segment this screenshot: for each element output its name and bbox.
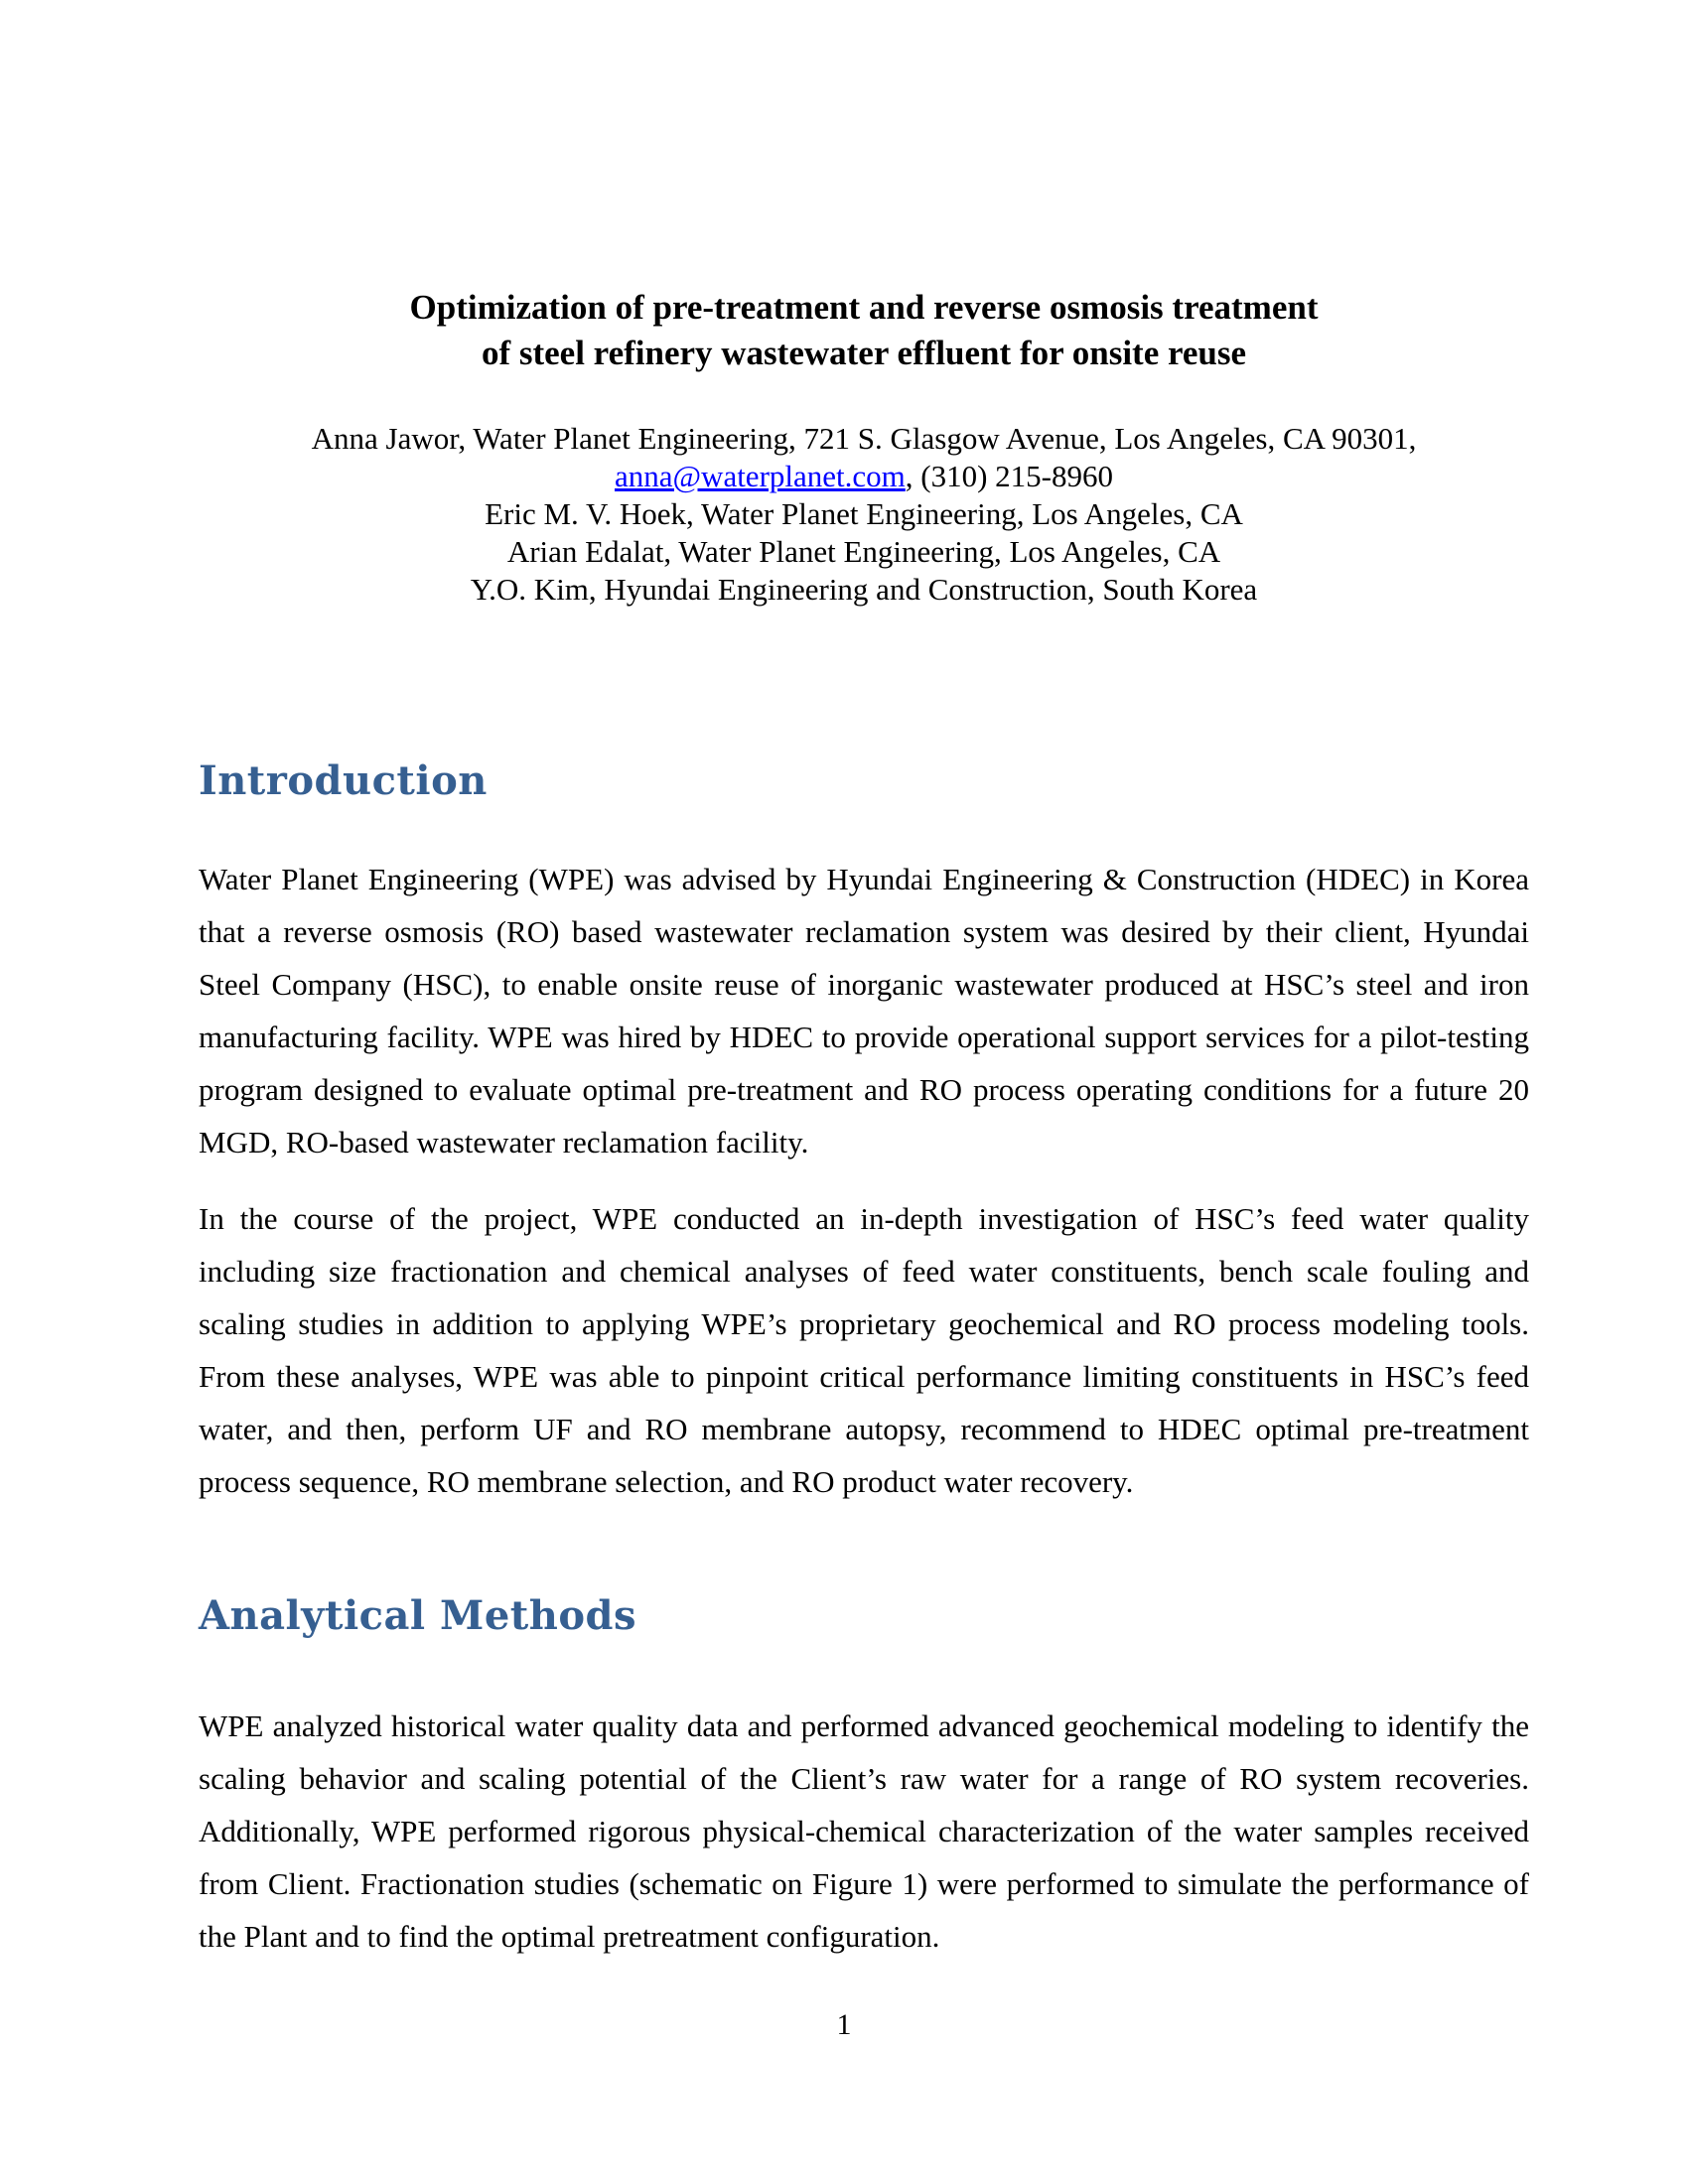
author-contact-line [199,458,1529,495]
page-number: 1 [836,2008,852,2041]
email-link[interactable]: anna@waterplanet.com [614,459,906,493]
author-phone: , (310) 215-8960 [905,459,1113,493]
author-block [199,420,1529,609]
analytical-methods-paragraph-1: WPE analyzed historical water quality data and performed advanced geochemical modeling to identify the scaling behavior and scaling potential of the Client’s raw water for a range of RO system recoveries. Additionally, WPE performed rigorous physical-chemical characterization of the water samples received from Client. Fractionation studies (schematic on Figure 1) were performed to simulate the performance of the Plant and to find the optimal pretreatment configuration. [199,1708,1529,1954]
introduction-paragraph-1: Water Planet Engineering (WPE) was advised by Hyundai Engineering & Construction (HDEC) in Korea that a reverse osmosis (RO) based wastewater reclamation system was desired by their client, Hyundai Steel Company (HSC), to enable onsite reuse of inorganic wastewater produced at HSC’s steel and iron manufacturing facility. WPE was hired by HDEC to provide operational support services for a pilot-testing program designed to evaluate optimal pre-treatment and RO process operating conditions for a future 20 MGD, RO-based wastewater reclamation facility. [199,862,1529,1160]
paper-title-line-2: of steel refinery wastewater effluent for onsite reuse [481,334,1247,372]
author-line-edalat: Arian Edalat, Water Planet Engineering, Los Angeles, CA [506,534,1221,569]
author-line-hoek: Eric M. V. Hoek, Water Planet Engineering, Los Angeles, CA [485,496,1243,531]
section-heading-introduction: Introduction [199,757,488,804]
paper-title [199,285,1529,376]
paper-title-line-1: Optimization of pre-treatment and reverse osmosis treatment [409,288,1319,327]
author-line-anna: Anna Jawor, Water Planet Engineering, 721 S. Glasgow Avenue, Los Angeles, CA 90301, [311,421,1417,456]
author-line-kim: Y.O. Kim, Hyundai Engineering and Construction, South Korea [470,572,1258,607]
section-heading-analytical-methods: Analytical Methods [199,1592,636,1639]
introduction-paragraph-2: In the course of the project, WPE conducted an in-depth investigation of HSC’s feed water quality including size fractionation and chemical analyses of feed water constituents, bench scale fouling and scaling studies in addition to applying WPE’s proprietary geochemical and RO process modeling tools. From these analyses, WPE was able to pinpoint critical performance limiting constituents in HSC’s feed water, and then, perform UF and RO membrane autopsy, recommend to HDEC optimal pre-treatment process sequence, RO membrane selection, and RO product water recovery. [199,1201,1529,1499]
